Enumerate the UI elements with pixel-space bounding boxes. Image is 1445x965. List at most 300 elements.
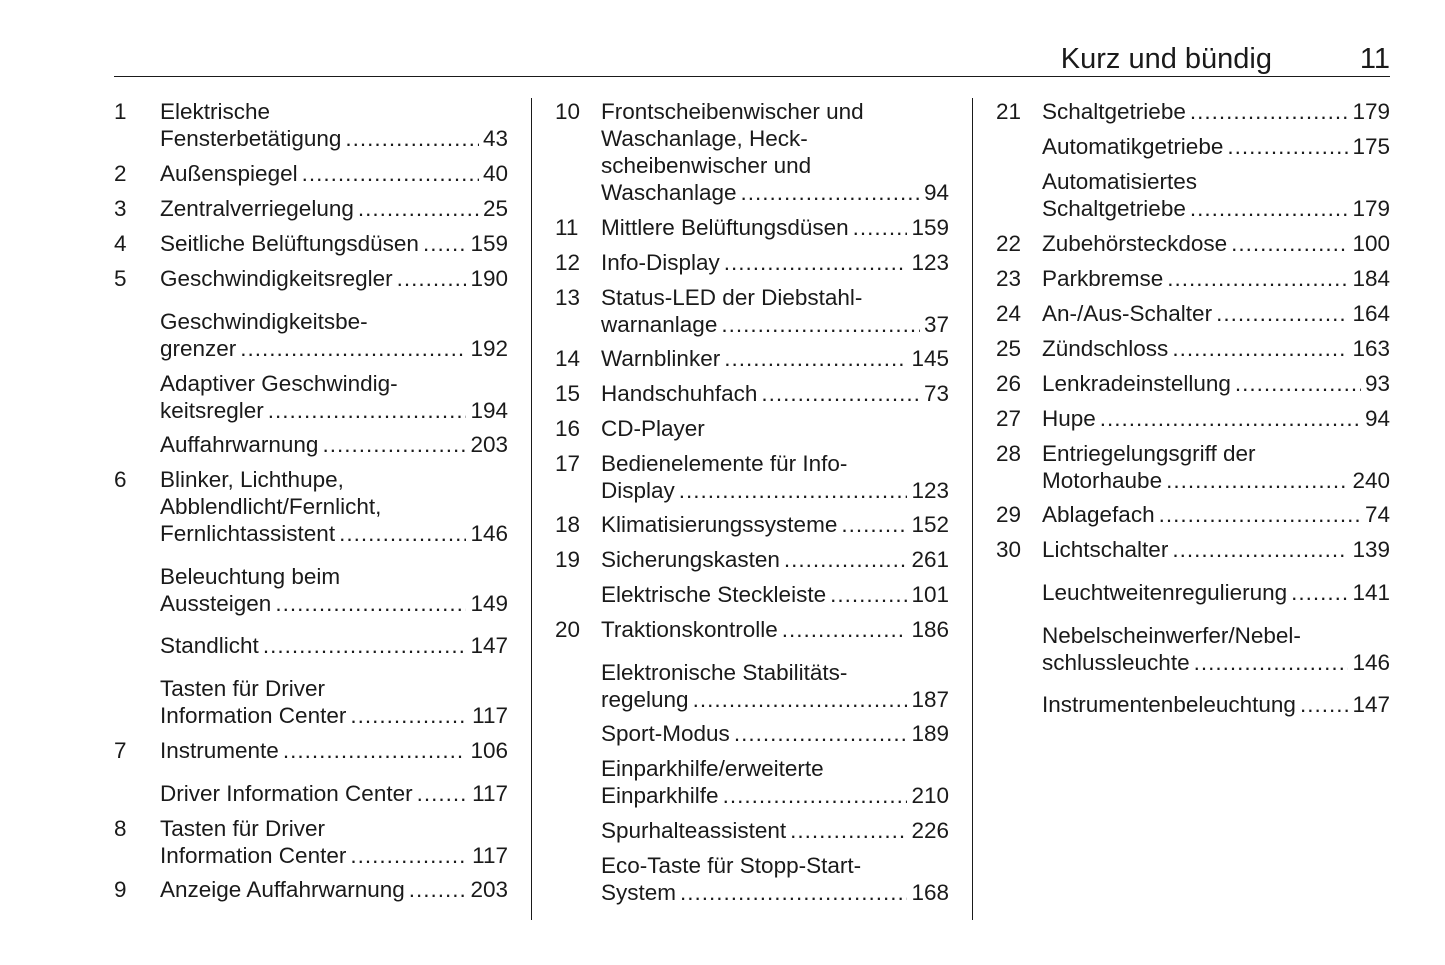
dot-leader [1190, 98, 1349, 125]
entry-reference-line [601, 616, 949, 643]
page-reference[interactable]: 210 [911, 783, 949, 808]
entry-text [601, 415, 949, 442]
page-header [114, 40, 1390, 77]
page-reference[interactable]: 37 [923, 312, 949, 337]
index-entry [114, 370, 509, 424]
entry-number: 24 [996, 301, 1022, 326]
entry-reference-line [1042, 98, 1390, 125]
entry-label: Elektrische Steckleiste [601, 582, 827, 607]
entry-text [601, 616, 949, 643]
page-reference[interactable]: 94 [923, 180, 949, 205]
entry-reference-line [1042, 335, 1390, 362]
entry-reference-line [160, 520, 508, 547]
entry-label-line: Nebelscheinwerfer/Nebel- [1042, 623, 1301, 648]
entry-number: 9 [114, 877, 127, 902]
page-reference[interactable]: 93 [1364, 371, 1390, 396]
index-entry [555, 616, 950, 643]
page-reference[interactable]: 163 [1352, 336, 1390, 361]
entry-reference-line [1042, 195, 1390, 222]
entry-number: 2 [114, 161, 127, 186]
index-entry [555, 755, 950, 809]
page-reference[interactable]: 25 [482, 196, 508, 221]
entry-label-line: Eco-Taste für Stopp-Start- [601, 853, 862, 878]
entry-reference-line [160, 876, 508, 903]
entry-number: 8 [114, 816, 127, 841]
entry-label-line: Tasten für Driver [160, 816, 326, 841]
entry-label: Schaltgetriebe [1042, 196, 1186, 221]
entry-number: 28 [996, 441, 1022, 466]
entry-number: 25 [996, 336, 1022, 361]
page-reference[interactable]: 194 [470, 398, 508, 423]
entry-number: 21 [996, 99, 1022, 124]
entry-text [1042, 536, 1390, 563]
page-reference[interactable]: 164 [1352, 301, 1390, 326]
entry-text [1042, 501, 1390, 528]
entry-text [1042, 579, 1390, 606]
page-reference[interactable]: 74 [1364, 502, 1390, 527]
entry-label-line: Beleuchtung beim [160, 564, 341, 589]
entry-label: Information Center [160, 843, 347, 868]
entry-label: Spurhalteassistent [601, 818, 787, 843]
entry-number: 29 [996, 502, 1022, 527]
entry-number: 3 [114, 196, 127, 221]
entry-number: 18 [555, 512, 581, 537]
entry-number: 30 [996, 537, 1022, 562]
page-reference[interactable]: 147 [470, 633, 508, 658]
dot-leader [724, 345, 907, 372]
entry-reference-line [1042, 405, 1390, 432]
entry-number: 12 [555, 250, 581, 275]
entry-reference-line [160, 702, 508, 729]
entry-label-line: Abblendlicht/Fernlicht, [160, 494, 382, 519]
dot-leader [1291, 579, 1348, 606]
entry-label: Klimatisierungssysteme [601, 512, 838, 537]
index-entry [555, 581, 950, 608]
entry-reference-line [601, 720, 949, 747]
index-entry [114, 308, 509, 362]
entry-text [160, 675, 508, 729]
entry-label: Driver Information Center [160, 781, 413, 806]
entry-reference-line [1042, 467, 1390, 494]
page-reference[interactable]: 149 [470, 591, 508, 616]
entry-reference-line [1042, 649, 1390, 676]
page-reference[interactable]: 159 [470, 231, 508, 256]
entry-label: keitsregler [160, 398, 264, 423]
index-entry [996, 370, 1391, 397]
index-entry [996, 440, 1391, 494]
page-reference[interactable]: 139 [1352, 537, 1390, 562]
entry-reference-line [160, 265, 508, 292]
entry-reference-line [601, 686, 949, 713]
dot-leader [761, 380, 920, 407]
entry-number: 20 [555, 617, 581, 642]
index-entry [555, 214, 950, 241]
page-reference[interactable]: 146 [470, 521, 508, 546]
entry-number: 16 [555, 416, 581, 441]
entry-label-line: Waschanlage, Heck- [601, 126, 808, 151]
entry-reference-line [1042, 579, 1390, 606]
entry-reference-line [160, 780, 508, 807]
entry-label: Ablagefach [1042, 502, 1155, 527]
entry-reference-line [160, 397, 508, 424]
dot-leader [853, 214, 908, 241]
entry-label-line: Automatisiertes [1042, 169, 1198, 194]
entry-text [601, 546, 949, 573]
entry-label: Zündschloss [1042, 336, 1169, 361]
index-entry [996, 691, 1391, 718]
index-entry [555, 546, 950, 573]
entry-label-line: Einparkhilfe/erweiterte [601, 756, 824, 781]
entry-text [601, 345, 949, 372]
entry-number: 11 [555, 215, 579, 240]
index-entry [996, 98, 1391, 125]
entry-reference-line [160, 335, 508, 362]
entry-text [160, 230, 508, 257]
entry-text [601, 214, 949, 241]
page-reference[interactable]: 145 [911, 346, 949, 371]
column-divider [531, 98, 532, 920]
entry-reference-line [601, 817, 949, 844]
page-reference[interactable]: 117 [472, 781, 508, 806]
index-entry [114, 737, 509, 764]
dot-leader [1231, 230, 1348, 257]
page-reference[interactable]: 179 [1352, 196, 1390, 221]
page-reference[interactable]: 168 [911, 880, 949, 905]
entry-reference-line [1042, 370, 1390, 397]
page-reference[interactable]: 123 [911, 478, 949, 503]
page-reference[interactable]: 40 [482, 161, 508, 186]
dot-leader [680, 879, 907, 906]
dot-leader [830, 581, 907, 608]
index-entry [996, 579, 1391, 606]
entry-text [1042, 405, 1390, 432]
entry-reference-line [601, 477, 949, 504]
index-entry [114, 675, 509, 729]
entry-reference-line [160, 842, 508, 869]
entry-label-line: Frontscheibenwischer und [601, 99, 864, 124]
dot-leader [1159, 501, 1361, 528]
dot-leader [358, 195, 479, 222]
page-reference[interactable]: 159 [911, 215, 949, 240]
index-entry [555, 817, 950, 844]
entry-reference-line [1042, 501, 1390, 528]
entry-number: 4 [114, 231, 127, 256]
entry-label-line: Blinker, Lichthupe, [160, 467, 344, 492]
entry-number: 15 [555, 381, 581, 406]
index-entry [555, 450, 950, 504]
entry-label: Leuchtweitenregulierung [1042, 580, 1288, 605]
entry-text [160, 431, 508, 458]
dot-leader [734, 720, 908, 747]
entry-reference-line [601, 782, 949, 809]
index-entry [114, 780, 509, 807]
entry-label: Standlicht [160, 633, 259, 658]
entry-label: warnanlage [601, 312, 718, 337]
dot-leader [350, 702, 468, 729]
dot-leader [339, 520, 466, 547]
entry-label: Sicherungskasten [601, 547, 780, 572]
page-reference[interactable]: 226 [911, 818, 949, 843]
entry-number: 7 [114, 738, 127, 763]
index-entry [996, 335, 1391, 362]
entry-label: System [601, 880, 677, 905]
dot-leader [350, 842, 468, 869]
page-reference[interactable]: 203 [470, 877, 508, 902]
dot-leader [693, 686, 908, 713]
entry-reference-line [601, 546, 949, 573]
page-reference[interactable]: 117 [472, 843, 508, 868]
page-number: 11 [1359, 43, 1390, 75]
dot-leader [1235, 370, 1361, 397]
page-reference[interactable]: 73 [923, 381, 949, 406]
index-entry [996, 622, 1391, 676]
dot-leader [268, 397, 467, 424]
entry-text [160, 98, 508, 152]
dot-leader [723, 782, 908, 809]
index-entry [114, 98, 509, 152]
entry-label: Lenkradeinstellung [1042, 371, 1231, 396]
entry-number: 27 [996, 406, 1022, 431]
entry-number: 26 [996, 371, 1022, 396]
entry-label-line: Elektronische Stabilitäts- [601, 660, 848, 685]
entry-text [160, 195, 508, 222]
dot-leader [423, 230, 467, 257]
entry-text [601, 659, 949, 713]
entry-label-line: Geschwindigkeitsbe- [160, 309, 368, 334]
index-entry [996, 405, 1391, 432]
entry-number: 10 [555, 99, 581, 124]
index-entry [114, 632, 509, 659]
entry-text [160, 876, 508, 903]
index-entry [555, 345, 950, 372]
entry-text [1042, 230, 1390, 257]
entry-label: Automatikgetriebe [1042, 134, 1224, 159]
dot-leader [1167, 265, 1348, 292]
page-reference[interactable]: 189 [911, 721, 949, 746]
index-entry [555, 284, 950, 338]
entry-text [1042, 691, 1390, 718]
entry-number: 14 [555, 346, 581, 371]
index-entry [555, 249, 950, 276]
entry-label: Handschuhfach [601, 381, 758, 406]
entry-reference-line [1042, 230, 1390, 257]
page-reference[interactable]: 123 [911, 250, 949, 275]
entry-label: Motorhaube [1042, 468, 1163, 493]
index-entry [114, 195, 509, 222]
entry-label-line: Adaptiver Geschwindig- [160, 371, 398, 396]
page-reference[interactable]: 192 [470, 336, 508, 361]
entry-label: Display [601, 478, 675, 503]
entry-label: regelung [601, 687, 689, 712]
index-entry [114, 876, 509, 903]
entry-text [601, 581, 949, 608]
entry-label: schlussleuchte [1042, 650, 1190, 675]
entry-label: Traktionskontrolle [601, 617, 778, 642]
entry-reference-line [601, 581, 949, 608]
entry-text [160, 563, 508, 617]
entry-text [160, 265, 508, 292]
index-entry [114, 230, 509, 257]
dot-leader [283, 737, 467, 764]
entry-number: 13 [555, 285, 581, 310]
entry-reference-line [160, 431, 508, 458]
entry-label: Seitliche Belüftungsdüsen [160, 231, 419, 256]
page-reference[interactable]: 190 [470, 266, 508, 291]
entry-reference-line [601, 879, 949, 906]
section-title: Kurz und bündig [1060, 43, 1272, 75]
entry-number: 19 [555, 547, 581, 572]
entry-text [160, 632, 508, 659]
entry-text [160, 466, 508, 547]
page-reference[interactable]: 43 [482, 126, 508, 151]
page-reference[interactable]: 186 [911, 617, 949, 642]
page-reference[interactable]: 203 [470, 432, 508, 457]
entry-reference-line [160, 590, 508, 617]
entry-label: Anzeige Auffahrwarnung [160, 877, 405, 902]
column-divider [972, 98, 973, 920]
dot-leader [240, 335, 466, 362]
page-reference[interactable]: 106 [470, 738, 508, 763]
entry-reference-line [1042, 536, 1390, 563]
index-entry [996, 536, 1391, 563]
entry-label: Schaltgetriebe [1042, 99, 1186, 124]
entry-text [1042, 168, 1390, 222]
entry-text [1042, 133, 1390, 160]
page-reference[interactable]: 179 [1352, 99, 1390, 124]
page-reference[interactable]: 117 [472, 703, 508, 728]
dot-leader [790, 817, 907, 844]
entry-label: Mittlere Belüftungsdüsen [601, 215, 849, 240]
dot-leader [1227, 133, 1348, 160]
entry-label: Einparkhilfe [601, 783, 719, 808]
entry-text [1042, 370, 1390, 397]
dot-leader [302, 160, 479, 187]
entry-label-line: CD-Player [601, 416, 705, 441]
entry-reference-line [1042, 133, 1390, 160]
entry-text [601, 450, 949, 504]
entry-reference-line [1042, 265, 1390, 292]
entry-label-line: scheibenwischer und [601, 153, 812, 178]
index-entry [114, 265, 509, 292]
entry-label: Instrumentenbeleuchtung [1042, 692, 1296, 717]
index-entry [555, 380, 950, 407]
dot-leader [417, 780, 469, 807]
index-entry [996, 168, 1391, 222]
entry-label: Zentralverriegelung [160, 196, 354, 221]
entry-label: Sport-Modus [601, 721, 730, 746]
index-entry [114, 160, 509, 187]
entry-text [601, 98, 949, 206]
dot-leader [1172, 536, 1348, 563]
entry-number: 5 [114, 266, 127, 291]
entry-reference-line [601, 511, 949, 538]
entry-label-line: Status-LED der Diebstahl- [601, 285, 863, 310]
entry-reference-line [1042, 300, 1390, 327]
entry-label: Warnblinker [601, 346, 721, 371]
dot-leader [679, 477, 908, 504]
entry-text [601, 249, 949, 276]
entry-number: 22 [996, 231, 1022, 256]
dot-leader [1300, 691, 1349, 718]
entry-reference-line [160, 632, 508, 659]
entry-label: Auffahrwarnung [160, 432, 319, 457]
entry-label: Instrumente [160, 738, 279, 763]
entry-text [601, 511, 949, 538]
page-reference[interactable]: 94 [1364, 406, 1390, 431]
entry-label-line: Tasten für Driver [160, 676, 326, 701]
index-entry [996, 265, 1391, 292]
entry-label: Aussteigen [160, 591, 272, 616]
page-reference[interactable]: 147 [1352, 692, 1390, 717]
entry-reference-line [601, 380, 949, 407]
dot-leader [397, 265, 467, 292]
entry-reference-line [601, 179, 949, 206]
entry-text [601, 755, 949, 809]
entry-text [1042, 335, 1390, 362]
entry-label: Außenspiegel [160, 161, 298, 186]
page-reference[interactable]: 101 [911, 582, 949, 607]
entry-text [160, 308, 508, 362]
page-reference[interactable]: 175 [1352, 134, 1390, 159]
page-reference[interactable]: 146 [1352, 650, 1390, 675]
dot-leader [782, 616, 908, 643]
entry-label-line: Bedienelemente für Info- [601, 451, 848, 476]
page-reference[interactable]: 100 [1352, 231, 1390, 256]
entry-reference-line [160, 230, 508, 257]
page-reference[interactable]: 240 [1352, 468, 1390, 493]
entry-reference-line [601, 249, 949, 276]
dot-leader [724, 249, 908, 276]
entry-label: Hupe [1042, 406, 1096, 431]
page-reference[interactable]: 261 [911, 547, 949, 572]
entry-text [1042, 265, 1390, 292]
entry-label: Fensterbetätigung [160, 126, 342, 151]
entry-reference-line [160, 195, 508, 222]
page-reference[interactable]: 141 [1352, 580, 1390, 605]
entry-label: Lichtschalter [1042, 537, 1169, 562]
dot-leader [263, 632, 467, 659]
index-entry [114, 563, 509, 617]
entry-text [1042, 98, 1390, 125]
dot-leader [841, 511, 907, 538]
index-entry [555, 511, 950, 538]
dot-leader [741, 179, 920, 206]
index-entry [996, 501, 1391, 528]
index-entry [555, 852, 950, 906]
page-reference[interactable]: 152 [911, 512, 949, 537]
index-entry [114, 815, 509, 869]
index-entry [996, 230, 1391, 257]
index-entry [996, 300, 1391, 327]
page-reference[interactable]: 187 [911, 687, 949, 712]
entry-number: 6 [114, 467, 127, 492]
entry-label: Parkbremse [1042, 266, 1164, 291]
entry-reference-line [160, 737, 508, 764]
index-entry [555, 659, 950, 713]
index-entry [114, 466, 509, 547]
dot-leader [1172, 335, 1348, 362]
dot-leader [721, 311, 920, 338]
entry-text [1042, 300, 1390, 327]
dot-leader [275, 590, 466, 617]
entry-text [601, 720, 949, 747]
entry-reference-line [160, 160, 508, 187]
entry-label: An-/Aus-Schalter [1042, 301, 1213, 326]
entry-label: Info-Display [601, 250, 720, 275]
dot-leader [409, 876, 467, 903]
entry-text [160, 737, 508, 764]
page-reference[interactable]: 184 [1352, 266, 1390, 291]
